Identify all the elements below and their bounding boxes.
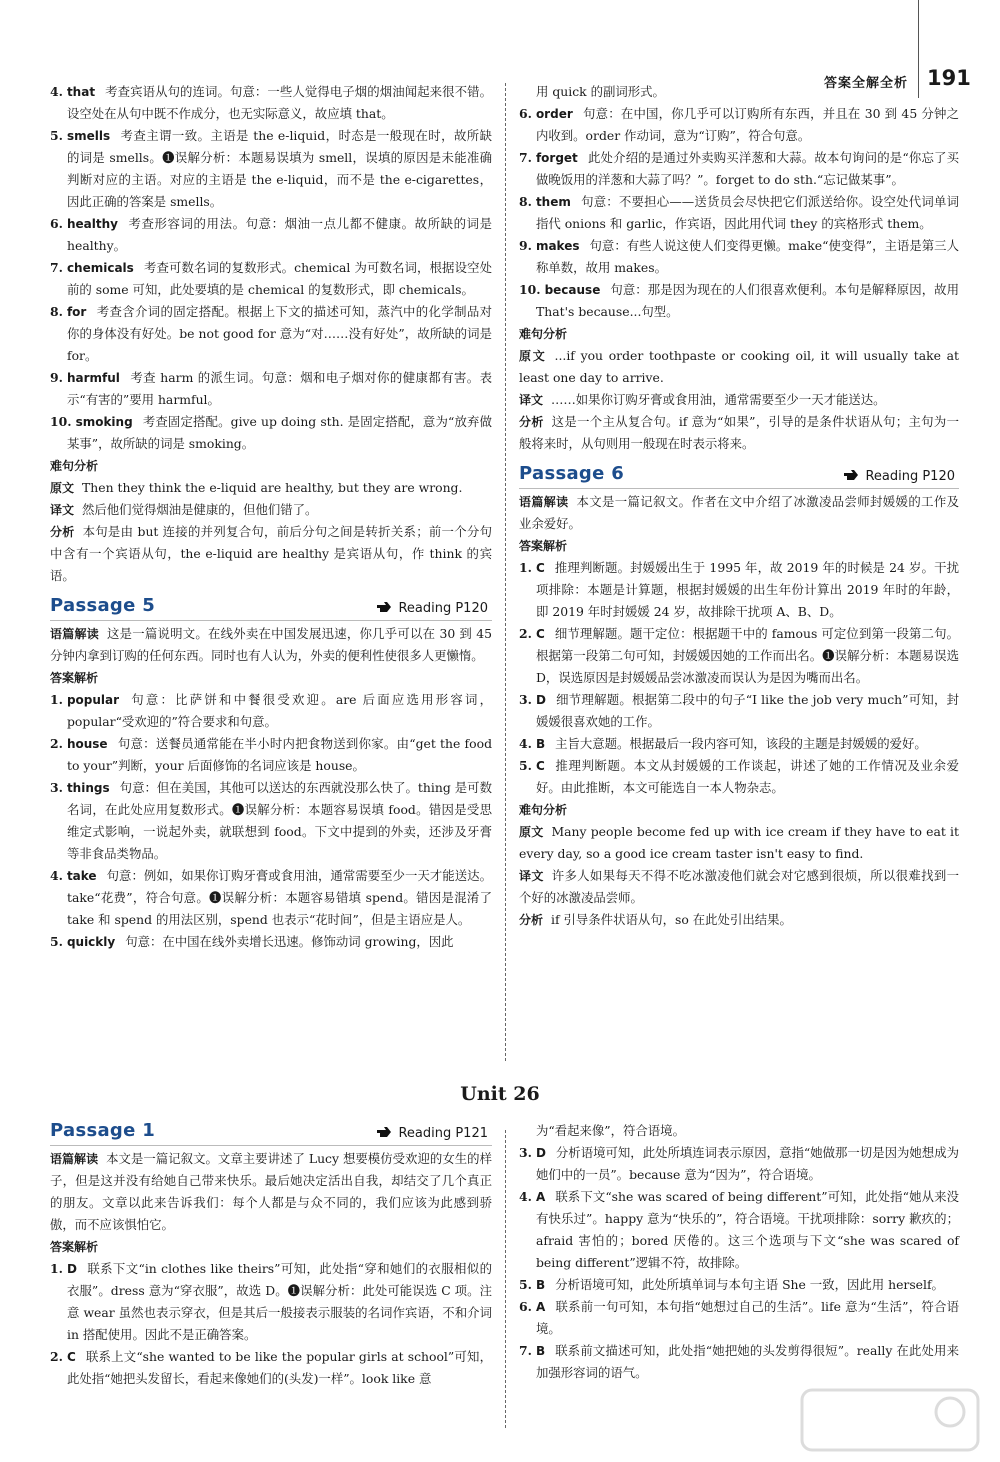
answer-item [50, 125, 492, 213]
answer-item [519, 1274, 959, 1296]
answer-item [50, 1346, 492, 1390]
difficult-label: 分析 [50, 525, 75, 539]
continued-text: 用 quick 的副词形式。 [536, 84, 665, 99]
item-answer: D [535, 1146, 546, 1160]
item-text: 考查 harm 的派生词。句意：烟和电子烟对你的健康都有害。表示“有害的”要用 harmful。 [67, 370, 492, 407]
answer-item [50, 81, 492, 125]
item-answer: take [66, 869, 97, 883]
item-number: 7. [519, 150, 532, 165]
answer-item [50, 411, 492, 455]
difficult-row [50, 521, 492, 587]
item-text: 考查含介词的固定搭配。根据上下文的描述可知，蒸汽中的化学制品对你的身体没有好处。be not good for 意为“对……没有好处”，故所缺的词是 for。 [67, 304, 492, 363]
item-number: 2. [50, 1349, 63, 1364]
item-number: 1. [519, 560, 532, 575]
item-answer: order [535, 107, 573, 121]
intro-text: 本文是一篇记叙文。文章主要讲述了 Lucy 想要模仿受欢迎的女生的样子，但是这并没有给她自己带来快乐。最后她决定活出自我，却结交了几个真正的朋友。文章以此来告诉我们：每个人都是与众不同的，我们应该为此感到骄傲，而不应该惧怕它。 [50, 1151, 492, 1232]
item-answer: chemicals [66, 261, 134, 275]
difficult-label: 分析 [519, 913, 544, 927]
item-number: 4. [50, 868, 63, 883]
difficult-label: 分析 [519, 415, 544, 429]
item-answer: smoking [75, 415, 133, 429]
difficult-row [519, 821, 959, 865]
difficult-row [50, 499, 492, 521]
item-number: 7. [50, 260, 63, 275]
difficult-row [519, 909, 959, 931]
item-number: 2. [519, 626, 532, 641]
watermark-logo [800, 1388, 980, 1452]
item-number: 10. [50, 414, 72, 429]
answer-item [519, 1340, 959, 1384]
item-answer: makes [535, 239, 580, 253]
item-answer: B [535, 737, 546, 751]
page-number: 191 [927, 66, 971, 90]
item-text: 句意：在中国，你几乎可以订购所有东西，并且在 30 到 45 分钟之内收到。order 作动词，意为“订购”，符合句意。 [536, 106, 959, 143]
passage5-intro [50, 623, 492, 667]
item-answer: D [66, 1262, 77, 1276]
item-number: 4. [519, 1189, 532, 1204]
item-number: 1. [50, 1261, 63, 1276]
answer-item [50, 257, 492, 301]
item-text: 推理判断题。本文从封媛媛的工作谈起，讲述了她的工作情况及业余爱好。由此推断，本文可能选自一本人物杂志。 [536, 758, 959, 795]
item-answer: C [535, 759, 545, 773]
item-number: 3. [519, 692, 532, 707]
item-number: 5. [519, 758, 532, 773]
answer-item [519, 1186, 959, 1274]
bottom-right-column [519, 1120, 959, 1384]
passage1-ref-text: Reading P121 [398, 1126, 488, 1141]
item-number: 6. [519, 106, 532, 121]
item-answer: for [66, 305, 87, 319]
item-answer: forget [535, 151, 578, 165]
pointing-hand-icon [843, 469, 859, 481]
answer-item [519, 1296, 959, 1340]
answer-item [519, 557, 959, 623]
item-text: 考查形容词的用法。句意：烟油一点儿都不健康。故所缺的词是 healthy。 [67, 216, 492, 253]
item-text: 句意：有些人说这使人们变得更懒。make“使变得”，主语是第三人称单数，故用 makes。 [536, 238, 959, 275]
item-number: 3. [519, 1145, 532, 1160]
pointing-hand-icon [376, 1126, 392, 1138]
column-divider [505, 83, 506, 1061]
difficult-title: 难句分析 [519, 327, 568, 341]
answer-item [519, 755, 959, 799]
item-number: 1. [50, 692, 63, 707]
answer-item [519, 733, 959, 755]
intro-text: 这是一篇说明文。在线外卖在中国发展迅速，你几乎可以在 30 到 45 分钟内拿到订购的任何东西。同时也有人认为，外卖的便利性使很多人更懒惰。 [50, 626, 492, 663]
difficult-text: if 引导条件状语从句，so 在此处引出结果。 [551, 912, 792, 927]
item-number: 4. [50, 84, 63, 99]
item-answer: C [535, 627, 545, 641]
item-text: 此处介绍的是通过外卖购买洋葱和大蒜。故本句询问的是“你忘了买做晚饭用的洋葱和大蒜了吗？”。forget to do sth.“忘记做某事”。 [536, 150, 959, 187]
difficult-text: 然后他们觉得烟油是健康的，但他们错了。 [82, 502, 318, 517]
passage6-ref [843, 466, 955, 488]
item-text: 联系前一句可知，本句指“她想过自己的生活”。life 意为“生活”，符合语境。 [536, 1299, 959, 1336]
difficult-label: 译文 [50, 503, 75, 517]
difficult-label: 译文 [519, 393, 544, 407]
passage1-intro [50, 1148, 492, 1236]
item-number: 5. [519, 1277, 532, 1292]
item-answer: popular [66, 693, 120, 707]
item-text: 考查主谓一致。主语是 the e-liquid，时态是一般现在时，故所缺的词是 smells。❶误解分析：本题易误填为 smell，误填的原因是未能准确判断对应的主语。对应的主语是 the e-liquid，而不是 the e-cigarettes，因此正确的答案是 smells。 [67, 128, 492, 209]
item-number: 10. [519, 282, 541, 297]
item-answer: B [535, 1344, 546, 1358]
pointing-hand-icon [376, 601, 392, 613]
item-number: 2. [50, 736, 63, 751]
item-answer: C [66, 1350, 76, 1364]
difficult-row [519, 865, 959, 909]
item-answer: D [535, 693, 546, 707]
answer-item [50, 1258, 492, 1346]
item-text: 考查宾语从句的连词。句意：一些人觉得电子烟的烟油闻起来很不错。设空处在从句中既不作成分，也无实际意义，故应填 that。 [67, 84, 492, 121]
item-number: 3. [50, 780, 63, 795]
answer-title: 答案解析 [50, 671, 99, 685]
item-text: 主旨大意题。根据最后一段内容可知，该段的主题是封媛媛的爱好。 [555, 736, 927, 751]
passage5-ref-text: Reading P120 [398, 601, 488, 616]
answer-item [519, 689, 959, 733]
item-text: 句意：那是因为现在的人们很喜欢便利。本句是解释原因，故用 That's because...句型。 [536, 282, 959, 319]
item-text: 句意：比萨饼和中餐很受欢迎。are 后面应选用形容词，popular“受欢迎的”符合要求和句意。 [67, 692, 492, 729]
item-number: 6. [50, 216, 63, 231]
unit-heading: Unit 26 [460, 1083, 540, 1105]
difficult-text: 本句是由 but 连接的并列复合句，前后分句之间是转折关系；前一个分句中含有一个宾语从句，the e-liquid are healthy 是宾语从句，作 think 的宾语。 [50, 524, 492, 583]
difficult-text: ...if you order toothpaste or cooking oil, it will usually take at least one day to arrive. [519, 348, 959, 385]
answer-item [50, 689, 492, 733]
item-answer: house [66, 737, 108, 751]
answer-item [50, 367, 492, 411]
left-column [50, 81, 492, 953]
header-label: 答案全解全析 [823, 76, 908, 91]
answer-item [519, 191, 959, 235]
passage6-intro [519, 491, 959, 535]
passage5-ref [376, 598, 488, 620]
answer-title: 答案解析 [519, 539, 568, 553]
item-text: 句意：例如，如果你订购牙膏或食用油，通常需要至少一天才能送达。take“花费”，符合句意。❶误解分析：本题容易错填 spend。错因是混淆了 take 和 spend 的用法区别，spend 也表示“花时间”，但是主语应是人。 [67, 868, 492, 927]
answer-item [519, 279, 959, 323]
intro-label: 语篇解读 [50, 627, 99, 641]
answer-item [519, 235, 959, 279]
item-text: 细节理解题。题干定位：根据题干中的 famous 可定位到第一段第二句。根据第一段第二句可知，封媛媛因她的工作而出名。❶误解分析：本题易误选 D，误选原因是封媛媛品尝冰激凌而误认为是因为嘴而出名。 [536, 626, 959, 685]
difficult-row [519, 345, 959, 389]
right-column [519, 81, 959, 931]
item-number: 9. [50, 370, 63, 385]
answer-item [50, 301, 492, 367]
item-answer: that [66, 85, 96, 99]
item-number: 5. [50, 934, 63, 949]
passage1-title-bar [50, 1120, 492, 1148]
item-text: 句意：但在美国，其他可以送达的东西就没那么快了。thing 是可数名词，在此处应用复数形式。❶误解分析：本题容易误填 food。错因是受思维定式影响，一说起外卖，就联想到 food。下文中提到的外卖，还涉及牙膏等非食品类物品。 [67, 780, 492, 861]
item-answer: quickly [66, 935, 116, 949]
item-text: 联系下文“she was scared of being different”可知，此处指“她从来没有快乐过”。happy 意为“快乐的”，符合语境。干扰项排除：sorry 歉疚的；afraid 害怕的；bored 厌倦的。这三个选项与下文“she was scared of being different”逻辑不符，故排除。 [536, 1189, 959, 1270]
difficult-text: ……如果你订购牙膏或食用油，通常需要至少一天才能送达。 [551, 392, 886, 407]
item-text: 考查可数名词的复数形式。chemical 为可数名词，根据设空处前的 some 可知，此处要填的是 chemical 的复数形式，即 chemicals。 [67, 260, 492, 297]
difficult-text: 这是一个主从复合句。if 意为“如果”，引导的是条件状语从句；主句为一般将来时，从句则用一般现在时表示将来。 [519, 414, 959, 451]
item-answer: them [535, 195, 571, 209]
difficult-label: 原文 [519, 825, 544, 839]
passage6-title: Passage 6 [519, 463, 625, 484]
difficult-label: 原文 [50, 481, 75, 495]
difficult-text: Then they think the e-liquid are healthy, but they are wrong. [82, 480, 463, 495]
item-text: 句意：送餐员通常能在半小时内把食物送到你家。由“get the food to your”判断，your 后面修饰的名词应该是 house。 [67, 736, 492, 773]
difficult-text: Many people become fed up with ice cream if they have to eat it every day, so a good ice cream taster isn't easy to find. [519, 824, 959, 861]
item-text: 联系前文描述可知，此处指“她把她的头发剪得很短”。really 在此处用来加强形容词的语气。 [536, 1343, 959, 1380]
item-answer: B [535, 1278, 546, 1292]
intro-label: 语篇解读 [50, 1152, 99, 1166]
answer-item [519, 1142, 959, 1186]
difficult-label: 原文 [519, 349, 547, 363]
item-text: 联系上文“she wanted to be like the popular girls at school”可知，此处指“她把头发留长，看起来像她们的(头发)一样”。look like 意 [67, 1349, 492, 1386]
answer-item [519, 623, 959, 689]
item-text: 联系下文“in clothes like theirs”可知，此处指“穿和她们的衣服相似的衣服”。dress 意为“穿衣服”，故选 D。❶误解分析：此处可能误选 C 项。注意 wear 虽然也表示穿衣，但是其后一般接表示服装的名词作宾语，不和介词 in 搭配使用。因此不是正确答案。 [67, 1261, 492, 1342]
bottom-left-column [50, 1120, 492, 1390]
item-text: 推理判断题。封媛媛出生于 1995 年，故 2019 年的时候是 24 岁。干扰项排除：本题是计算题，根据封媛媛的出生年份计算出 2019 年时的年龄，即 2019 年时封媛媛 24 岁，故排除干扰项 A、B、D。 [536, 560, 959, 619]
item-text: 考查固定搭配。give up doing sth. 是固定搭配，意为“放弃做某事”，故所缺的词是 smoking。 [67, 414, 492, 451]
item-text: 句意：不要担心——送货员会尽快把它们派送给你。设空处代词单词指代 onions 和 garlic，作宾语，因此用代词 they 的宾格形式 them。 [536, 194, 959, 231]
intro-label: 语篇解读 [519, 495, 569, 509]
item-answer: things [66, 781, 110, 795]
item-number: 8. [50, 304, 63, 319]
item-number: 9. [519, 238, 532, 253]
item-text: 分析语境可知，此处所填连词表示原因，意指“她做那一切是因为她想成为她们中的一员”。because 意为“因为”，符合语境。 [536, 1145, 959, 1182]
passage5-title-bar [50, 595, 492, 623]
item-answer: healthy [66, 217, 118, 231]
answer-title: 答案解析 [50, 1240, 99, 1254]
item-answer: harmful [66, 371, 120, 385]
item-number: 8. [519, 194, 532, 209]
passage1-ref [376, 1123, 488, 1145]
passage1-title: Passage 1 [50, 1120, 156, 1141]
answer-item [50, 777, 492, 865]
answer-item [50, 865, 492, 931]
difficult-text: 许多人如果每天不得不吃冰激凌他们就会对它感到很烦，所以很难找到一个好的冰激凌品尝师。 [519, 868, 959, 905]
item-number: 7. [519, 1343, 532, 1358]
difficult-row [519, 389, 959, 411]
answer-item [50, 733, 492, 777]
item-answer: because [544, 283, 601, 297]
item-answer: C [535, 561, 545, 575]
answer-item [519, 147, 959, 191]
difficult-label: 译文 [519, 869, 544, 883]
item-text: 分析语境可知，此处所填单词与本句主语 She 一致，因此用 herself。 [555, 1277, 944, 1292]
item-number: 4. [519, 736, 532, 751]
passage5-title: Passage 5 [50, 595, 156, 616]
item-answer: smells [66, 129, 111, 143]
passage6-title-bar [519, 463, 959, 491]
difficult-title: 难句分析 [519, 803, 568, 817]
item-number: 5. [50, 128, 63, 143]
intro-text: 本文是一篇记叙文。作者在文中介绍了冰激凌品尝师封媛媛的工作及业余爱好。 [519, 494, 959, 531]
answer-item [50, 213, 492, 257]
difficult-row [50, 477, 492, 499]
answer-item [50, 931, 492, 953]
item-answer: A [535, 1300, 546, 1314]
difficult-row [519, 411, 959, 455]
item-text: 句意：在中国在线外卖增长迅速。修饰动词 growing，因此 [125, 934, 454, 949]
item-answer: A [535, 1190, 546, 1204]
item-text: 细节理解题。根据第二段中的句子“I like the job very much”可知，封媛媛很喜欢她的工作。 [536, 692, 959, 729]
continued-text: 为“看起来像”，符合语境。 [536, 1123, 685, 1138]
column-divider [505, 1130, 506, 1428]
difficult-title: 难句分析 [50, 459, 99, 473]
passage6-ref-text: Reading P120 [865, 469, 955, 484]
item-number: 6. [519, 1299, 532, 1314]
answer-item [519, 103, 959, 147]
